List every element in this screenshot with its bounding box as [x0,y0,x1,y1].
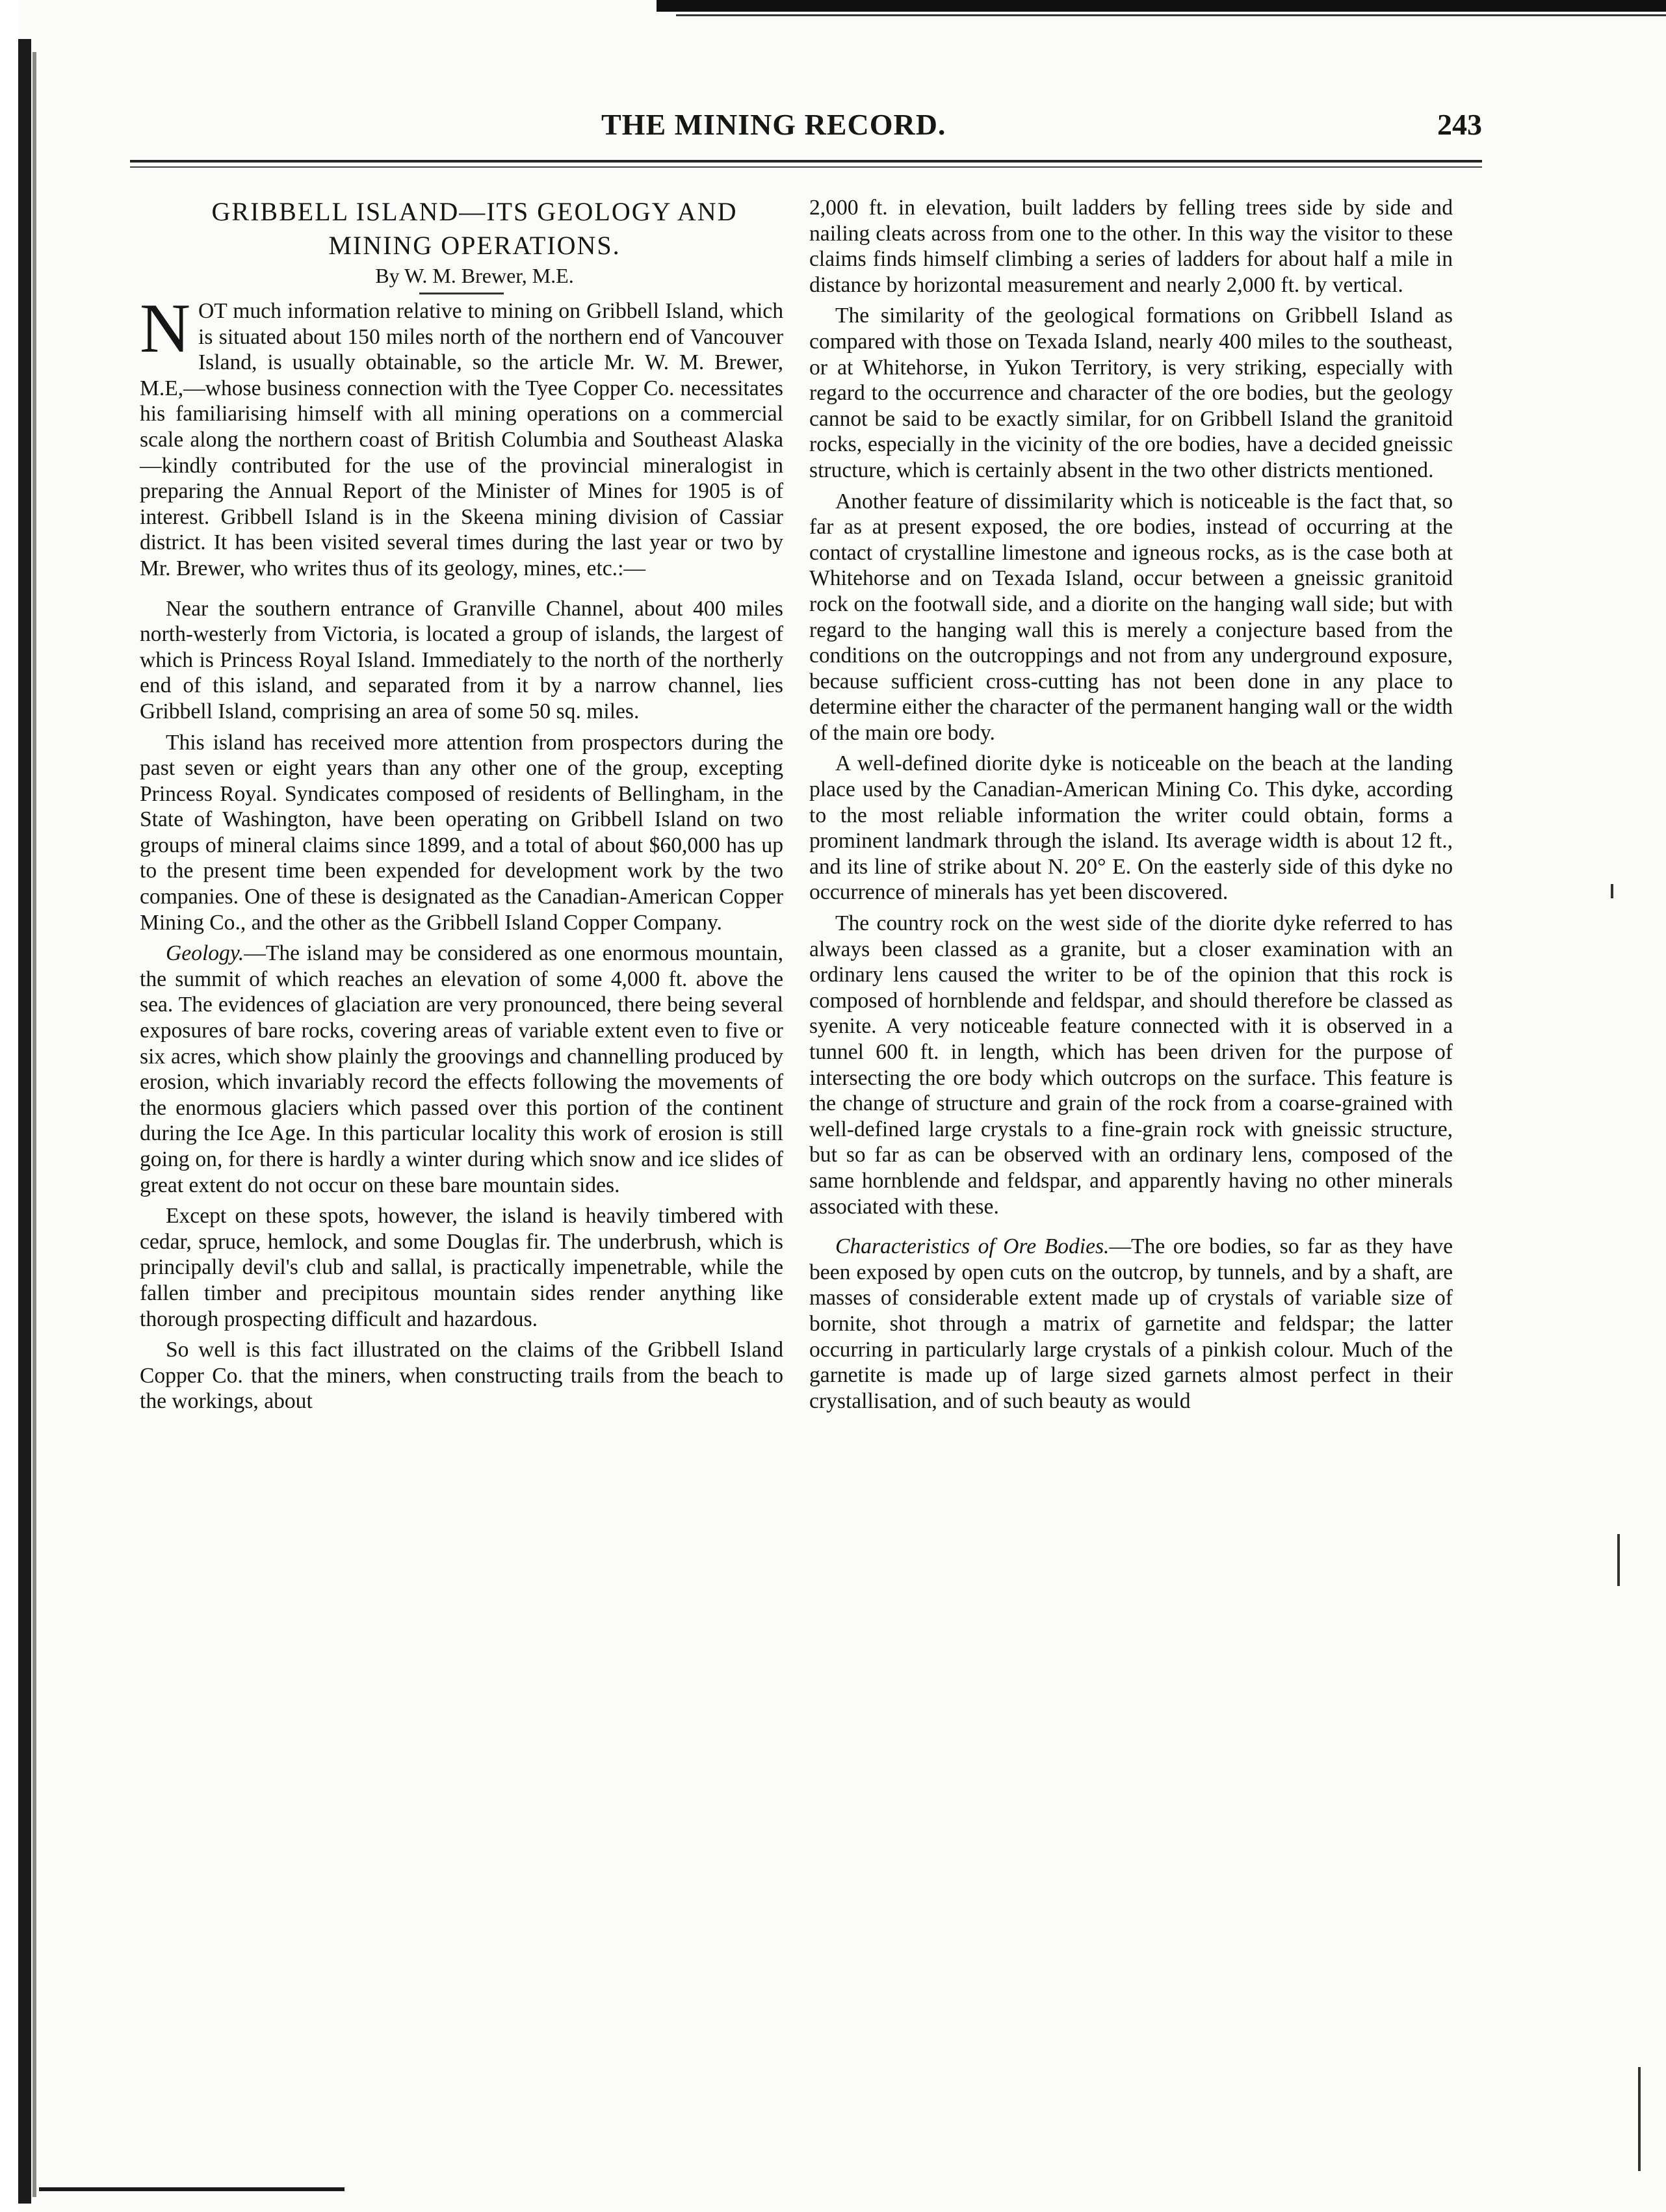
header-rule-thin [130,166,1482,168]
geology-text: —The island may be considered as one enormous mountain, the summit of which reaches an elevation of some 4,000 ft. above the sea. The evidences of glaciation are very pronounced, there being several exposures of bare rocks, covering areas of variable extent even to five or six acres, which show plainly the groovings and channelling produced by erosion, which invariably record the effects following the movements of the enormous glaciers which passed over this portion of the continent during the Ice Age. In this particular locality this work of erosion is still going on, for there is hardly a winter during which snow and ice slides of great extent do not occur on these bare mountain sides. [140,941,783,1197]
article-title [140,195,783,263]
intro-text: OT much information relative to mining on Gribbell Island, which is situated about 150 miles north of the northern end of Vancouver Island, is usually obtainable, so the article Mr. W. M. Brewer, M.E,—whose business connection with the Tyee Copper Co. necessitates his familiarising himself with all mining operations on a commercial scale along the northern coast of British Columbia and Southeast Alaska—kindly contributed for the use of the provincial mineralogist in preparing the Annual Report of the Minister of Mines for 1905 is of interest. Gribbell Island is in the Skeena mining division of Cassiar district. It has been visited several times during the last year or two by Mr. Brewer, who writes thus of its geology, mines, etc.:— [140,299,783,580]
bottom-edge-rule [39,2187,345,2191]
spacer [809,746,1453,751]
page-edge [0,0,18,2212]
article-title-line-2: MINING OPERATIONS. [328,231,621,260]
paragraph-location: Near the southern entrance of Granville Channel, about 400 miles north-westerly from Victoria, is located a group of islands, the largest of which is Princess Royal Island. Immediately to the north of the northerly end of this island, and separated from it by a narrow channel, lies Gribbell Island, comprising an area of some 50 sq. miles. [140,596,783,723]
column-right [809,195,1453,1414]
spacer [140,935,783,941]
byline: By W. M. Brewer, M.E. [375,264,574,287]
spacer [140,725,783,730]
paragraph-ladders-start: So well is this fact illustrated on the claims of the Gribbell Island Copper Co. that the miners, when constructing trails from the beach to the workings, about [140,1338,783,1414]
scan-speck [1617,1534,1620,1586]
paragraph-similarity: The similarity of the geological formations on Gribbell Island as compared with those on Texada Island, nearly 400 miles to the southeast, or at Whitehorse, in Yukon Territory, is very striking, especially with regard to the occurrence and character of the ore bodies, but the geology cannot be said to be exactly similar, for on Gribbell Island the granitoid rocks, especially in the vicinity of the ore bodies, have a decided gneissic structure, which is certainly absent in the two other districts mentioned. [809,304,1453,482]
spacer [809,905,1453,911]
paragraph-country-rock: The country rock on the west side of the diorite dyke referred to has always been classed as a granite, but a closer examination with an ordinary lens caused the writer to be of the opinion that this rock is composed of hornblende and feldspar, and should therefore be classed as syenite. A very noticeable feature connected with it is observed in a tunnel 600 ft. in length, which has been driven for the purpose of intersecting the ore body which outcrops on the surface. This feature is the change of structure and grain of the rock from a coarse-grained with well-defined large crystals to a fine-grain rock with gneissic structure, but so far as can be observed with an ordinary lens, composed of the same hornblende and feldspar, and apparently having no other minerals associated with these. [809,911,1453,1219]
paragraph-ladders-continued: 2,000 ft. in elevation, built ladders by felling trees side by side and nailing cleats across from one to the other. In this way the visitor to these claims finds himself climbing a series of ladders for about half a mile in distance by horizontal measurement and nearly 2,000 ft. by vertical. [809,196,1453,297]
intro-paragraph [140,290,783,582]
top-edge-rule [657,0,1666,12]
paragraph-dissimilarity: Another feature of dissimilarity which is noticeable is the fact that, so far as at present exposed, the ore bodies, instead of occurring at the contact of crystalline limestone and igneous rocks, as is the case both at Whitehorse and on Texada Island, occur between a gneissic granitoid rock on the footwall side, and a diorite on the hanging wall side; but with regard to the hanging wall this is merely a conjecture based from the conditions on the outcroppings and not from any underground exposure, because sufficient cross-cutting has not been done in any place to determine either the character of the permanent hanging wall or the width of the main ore body. [809,489,1453,745]
geology-heading: Geology. [166,941,244,966]
column-left [140,195,783,1414]
top-edge-rule-thin [676,14,1666,16]
binding-shadow-inner [33,52,36,2197]
scan-speck [1638,2067,1641,2171]
paragraph-geology [140,941,783,1198]
byline-rule [419,293,504,294]
ore-bodies-heading: Characteristics of Ore Bodies. [835,1234,1110,1259]
paragraph-diorite-dyke: A well-defined diorite dyke is noticeable on the beach at the landing place used by the Canadian-American Mining Co. This dyke, according to the most reliable information the writer could obtain, forms a prominent landmark through the island. Its average width is about 12 ft., and its line of strike about N. 20° E. On the easterly side of this dyke no occurrence of minerals has yet been discovered. [809,751,1453,905]
running-header [130,107,1482,146]
spacer [809,298,1453,303]
spacer [140,1198,783,1203]
binding-shadow [18,39,31,2204]
page-number: 243 [1437,108,1482,141]
spacer [140,1332,783,1337]
spacer [140,582,783,596]
header-rule-thick [130,160,1482,163]
journal-title: THE MINING RECORD. [601,108,946,141]
paragraph-attention: This island has received more attention from prospectors during the past seven or eight years than any other one of the group, excepting Princess Royal. Syndicates composed of residents of Bellingham, in the State of Washington, have been operating on Gribbell Island on two groups of mineral claims since 1899, and a total of about $60,000 has up to the present time been expended for development work by the two companies. One of these is designated as the Canadian-American Copper Mining Co., and the other as the Gribbell Island Copper Company. [140,730,783,935]
ore-bodies-text: —The ore bodies, so far as they have been exposed by open cuts on the outcrop, by tunnels, and by a shaft, are masses of considerable extent made up of crystals of variable size of bornite, shot through a matrix of garnetite and feldspar; the latter occurring in particularly large crystals of a pinkish colour. Much of the garnetite is made up of large sized garnets almost perfect in their crystallisation, and of such beauty as would [809,1234,1453,1413]
scan-speck [1611,884,1613,898]
paragraph-timber: Except on these spots, however, the island is heavily timbered with cedar, spruce, hemlock, and some Douglas fir. The underbrush, which is principally devil's club and sallal, is practically impenetrable, while the fallen timber and precipitous mountain sides render anything like thorough prospecting difficult and hazardous. [140,1204,783,1331]
article-title-line-1: GRIBBELL ISLAND—ITS GEOLOGY AND [211,197,738,226]
spacer [809,1219,1453,1234]
drop-cap: N [140,290,190,367]
paragraph-ore-bodies [809,1234,1453,1414]
spacer [809,484,1453,489]
